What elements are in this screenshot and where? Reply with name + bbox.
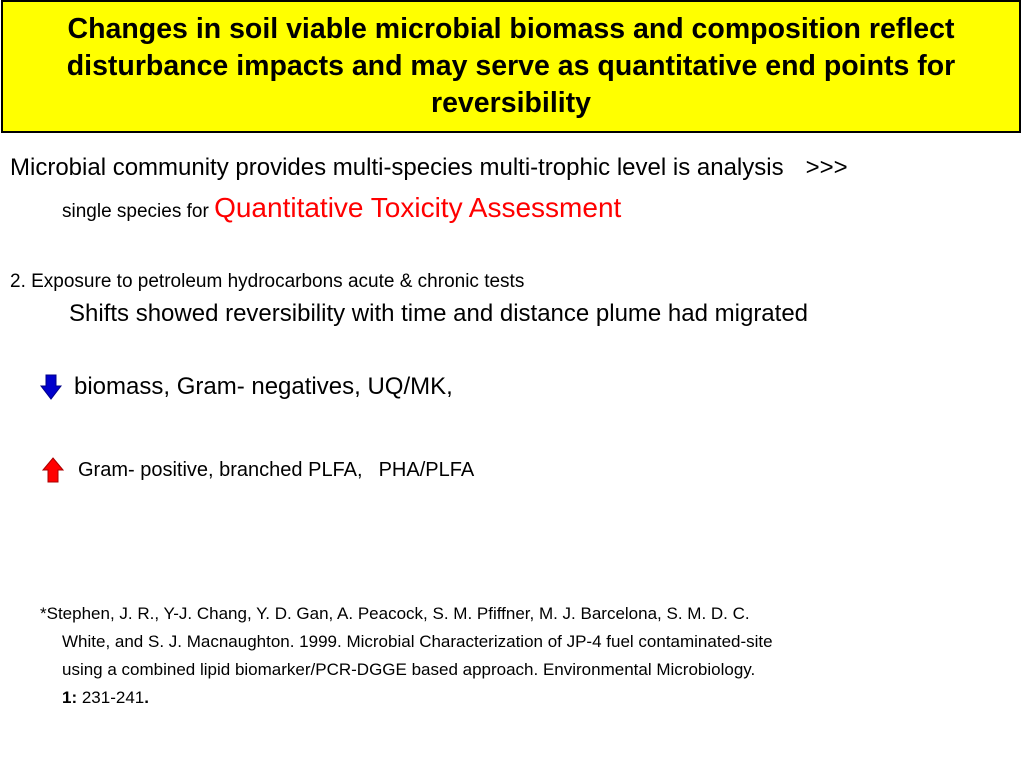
reversibility-line: Shifts showed reversibility with time and distance plume had migrated: [69, 300, 809, 327]
decrease-text: biomass, Gram- negatives, UQ/MK,: [74, 373, 453, 400]
greater-than-symbol: >>>: [805, 154, 848, 181]
title-box: [1, 0, 1021, 133]
reference-line-1: *Stephen, J. R., Y-J. Chang, Y. D. Gan, A. Peacock, S. M. Pfiffner, M. J. Barcelona, S. M. D. C.: [40, 604, 750, 623]
reference-line-4: [40, 684, 1020, 712]
reference-line-3: using a combined lipid biomarker/PCR-DGGE based approach. Environmental Microbiology.: [62, 660, 756, 679]
reference-citation: [40, 600, 1020, 712]
decrease-line: [40, 373, 453, 401]
community-line: [10, 154, 848, 182]
increase-line: [42, 457, 474, 483]
reference-end: .: [144, 688, 149, 707]
reference-line-2: White, and S. J. Macnaughton. 1999. Microbial Characterization of JP-4 fuel contaminated-site: [62, 632, 773, 651]
slide-title: Changes in soil viable microbial biomass and composition reflect disturbance impacts and may serve as quantitative end points for reversibility: [66, 13, 956, 119]
up-arrow-icon: [42, 457, 64, 483]
toxicity-assessment-highlight: Quantitative Toxicity Assessment: [214, 192, 622, 223]
exposure-line: 2. Exposure to petroleum hydrocarbons acute & chronic tests: [10, 271, 525, 292]
reference-volume: 1:: [62, 688, 78, 707]
single-species-text: single species for: [62, 201, 215, 222]
single-species-line: [62, 192, 621, 224]
reference-pages: 231-241: [77, 688, 145, 707]
community-text: Microbial community provides multi-species multi-trophic level is analysis: [10, 154, 784, 181]
down-arrow-icon: [40, 374, 62, 400]
increase-text: Gram- positive, branched PLFA,: [78, 458, 363, 481]
increase-text-2: PHA/PLFA: [378, 458, 475, 481]
